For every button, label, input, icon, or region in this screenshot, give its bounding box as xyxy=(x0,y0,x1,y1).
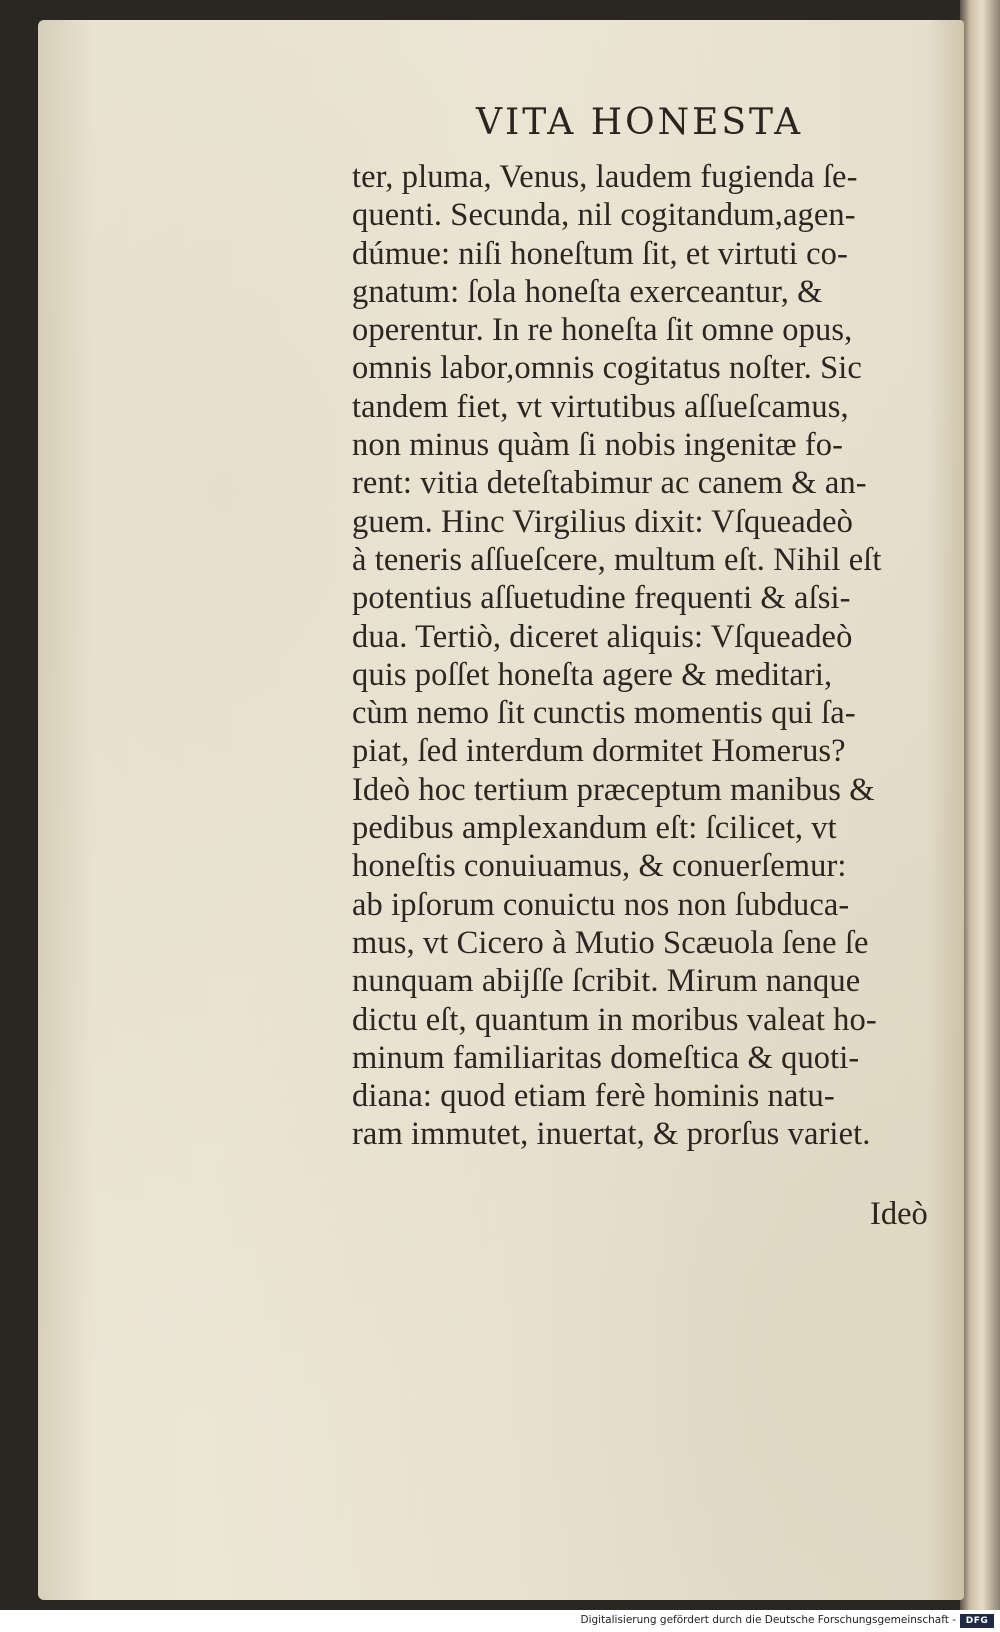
text-line: ab ipſorum conuictu nos non ſubduca- xyxy=(352,886,850,923)
text-line: ram immutet, inuertat, & prorſus variet. xyxy=(352,1116,871,1153)
footer-credit: Digitalisierung gefördert durch die Deutsche Forschungsgemeinschaft - xyxy=(580,1614,956,1626)
text-line: quis poſſet honeſta agere & meditari, xyxy=(352,656,833,693)
text-line: quenti. Secunda, nil cogitandum,agen- xyxy=(352,197,856,234)
text-line: tandem fiet, vt virtutibus aſſueſcamus, xyxy=(352,388,849,425)
book-edge xyxy=(960,0,1000,1610)
running-head: VITA HONESTA xyxy=(476,102,804,143)
catchword: Ideò xyxy=(870,1196,928,1232)
text-block xyxy=(352,158,964,1154)
dfg-logo: DFG xyxy=(960,1614,994,1628)
text-line: dúmue: niſi honeſtum ſit, et virtuti co- xyxy=(352,235,848,272)
text-line: à teneris aſſueſcere, multum eſt. Nihil eſt xyxy=(352,541,882,578)
text-line: operentur. In re honeſta ſit omne opus, xyxy=(352,312,853,349)
text-line: nunquam abijſſe ſcribit. Mirum nanque xyxy=(352,963,861,1000)
text-line: cùm nemo ſit cunctis momentis qui ſa- xyxy=(352,695,856,732)
text-line: diana: quod etiam ferè hominis natu- xyxy=(352,1078,835,1115)
text-line: dua. Tertiò, diceret aliquis: Vſqueadeò xyxy=(352,618,853,655)
text-line: guem. Hinc Virgilius dixit: Vſqueadeò xyxy=(352,503,853,540)
text-line: piat, ſed interdum dormitet Homerus? xyxy=(352,733,846,770)
text-line: pedibus amplexandum eſt: ſcilicet, vt xyxy=(352,810,837,847)
text-line: minum familiaritas domeſtica & quoti- xyxy=(352,1039,860,1076)
text-line: omnis labor,omnis cogitatus noſter. Sic xyxy=(352,350,862,387)
text-line: potentius aſſuetudine frequenti & aſsi- xyxy=(352,580,851,617)
text-line: Ideò hoc tertium præceptum manibus & xyxy=(352,771,875,808)
text-line: non minus quàm ſi nobis ingenitæ fo- xyxy=(352,427,844,464)
text-line: ter, pluma, Venus, laudem fugienda ſe- xyxy=(352,159,858,195)
footer-bar xyxy=(0,1610,1000,1632)
text-line: honeſtis conuiuamus, & conuerſemur: xyxy=(352,848,847,885)
text-line: dictu eſt, quantum in moribus valeat ho- xyxy=(352,1001,877,1038)
text-line: gnatum: ſola honeſta exerceantur, & xyxy=(352,273,823,310)
text-line: rent: vitia deteſtabimur ac canem & an- xyxy=(352,465,867,502)
text-line: mus, vt Cicero à Mutio Scæuola ſene ſe xyxy=(352,924,869,961)
